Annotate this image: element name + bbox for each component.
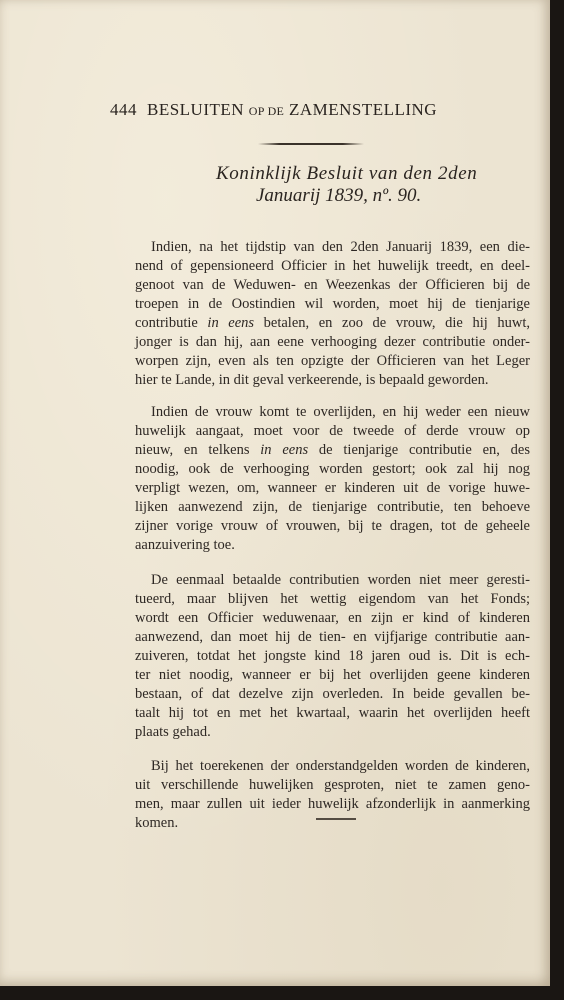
paragraph <box>135 757 530 833</box>
text-segment: de tienjarige contributie en, des <box>308 442 530 458</box>
text-segment: nieuw, en telkens <box>135 442 261 458</box>
text-line: huwelijk aangaat, moet voor de tweede of derde vrouw op <box>135 423 530 439</box>
text-line: nend of gepensioneerd Officier in het huwelijk treedt, en deel- <box>135 258 530 274</box>
body-text <box>135 222 530 833</box>
text-line: Indien, na het tijdstip van den 2den Januarij 1839, een die- <box>151 239 530 255</box>
decree-title-line-2: Januarij 1839, nº. 90. <box>256 185 422 206</box>
text-line: men, maar zullen uit ieder huwelijk afzonderlijk in aanmerking <box>135 796 530 812</box>
text-line: plaats gehad. <box>135 724 211 740</box>
paragraph <box>135 238 530 390</box>
header-divider-rule <box>258 143 364 145</box>
text-line: taalt hij tot en met het kwartaal, waarin het overlijden heeft <box>135 705 530 721</box>
text-line: wordt een Officier weduwenaar, en zijn er kind of kinderen <box>135 610 530 626</box>
end-divider-rule <box>316 818 356 820</box>
text-segment: contributie <box>135 315 208 331</box>
header-word-zamenstelling: ZAMENSTELLING <box>288 100 438 119</box>
text-line: worpen zijn, even als ten opzigte der Officieren van het Leger <box>135 353 530 369</box>
text-line: zijner vorige vrouw of vrouwen, bij te dragen, tot de geheele <box>135 518 530 534</box>
text-line: De eenmaal betaalde contributien worden niet meer geresti- <box>151 572 530 588</box>
text-line: uit verschillende huwelijken gesproten, niet te zamen geno- <box>135 777 530 793</box>
text-line: noodig, ook de verhooging worden gestort; ook zal hij nog <box>135 461 530 477</box>
text-line: hier te Lande, in dit geval verkeerende, is bepaald geworden. <box>135 372 489 388</box>
text-segment: betalen, en zoo de vrouw, die hij huwt, <box>254 315 530 331</box>
header-word-op-de: OP DE <box>248 104 285 118</box>
header-word-besluiten: BESLUITEN <box>147 100 245 119</box>
decree-title <box>216 163 536 207</box>
text-line: komen. <box>135 815 179 831</box>
text-line: aanwezend, dan moet hij de tien- en vijfjarige contributie aan- <box>135 629 530 645</box>
text-line: zuiveren, totdat het jongste kind 18 jaren oud is. Dit is ech- <box>135 648 530 664</box>
text-line <box>135 441 530 460</box>
decree-title-line-1: Koninklijk Besluit van den 2den <box>216 163 478 184</box>
running-header <box>110 100 490 120</box>
text-line: bestaan, of dat dezelve zijn overleden. In beide gevallen be- <box>135 686 530 702</box>
page-number: 444 <box>110 100 137 119</box>
text-line: troepen in de Oostindien wil worden, moet hij de tienjarige <box>135 296 530 312</box>
paragraph <box>135 571 530 742</box>
text-line: tueerd, maar blijven het wettig eigendom van het Fonds; <box>135 591 530 607</box>
text-line: verpligt wezen, om, wanneer er kinderen uit de vorige huwe- <box>135 480 530 496</box>
text-line: Indien de vrouw komt te overlijden, en hij weder een nieuw <box>151 404 530 420</box>
text-line: jonger is dan hij, aan eene verhooging dezer contributie onder- <box>135 334 530 350</box>
paragraph <box>135 403 530 555</box>
text-line: lijken aanwezend zijn, de tienjarige contributie, ten behoeve <box>135 499 530 515</box>
text-line: genoot van de Weduwen- en Weezenkas der Officieren bij de <box>135 277 530 293</box>
text-line: ter niet noodig, wanneer er bij het overlijden geene kinderen <box>135 667 530 683</box>
text-line <box>135 314 530 333</box>
text-line: aanzuivering toe. <box>135 537 235 553</box>
text-line: Bij het toerekenen der onderstandgelden worden de kinderen, <box>151 758 530 774</box>
italic-phrase: in eens <box>207 315 255 331</box>
italic-phrase: in eens <box>260 442 309 458</box>
